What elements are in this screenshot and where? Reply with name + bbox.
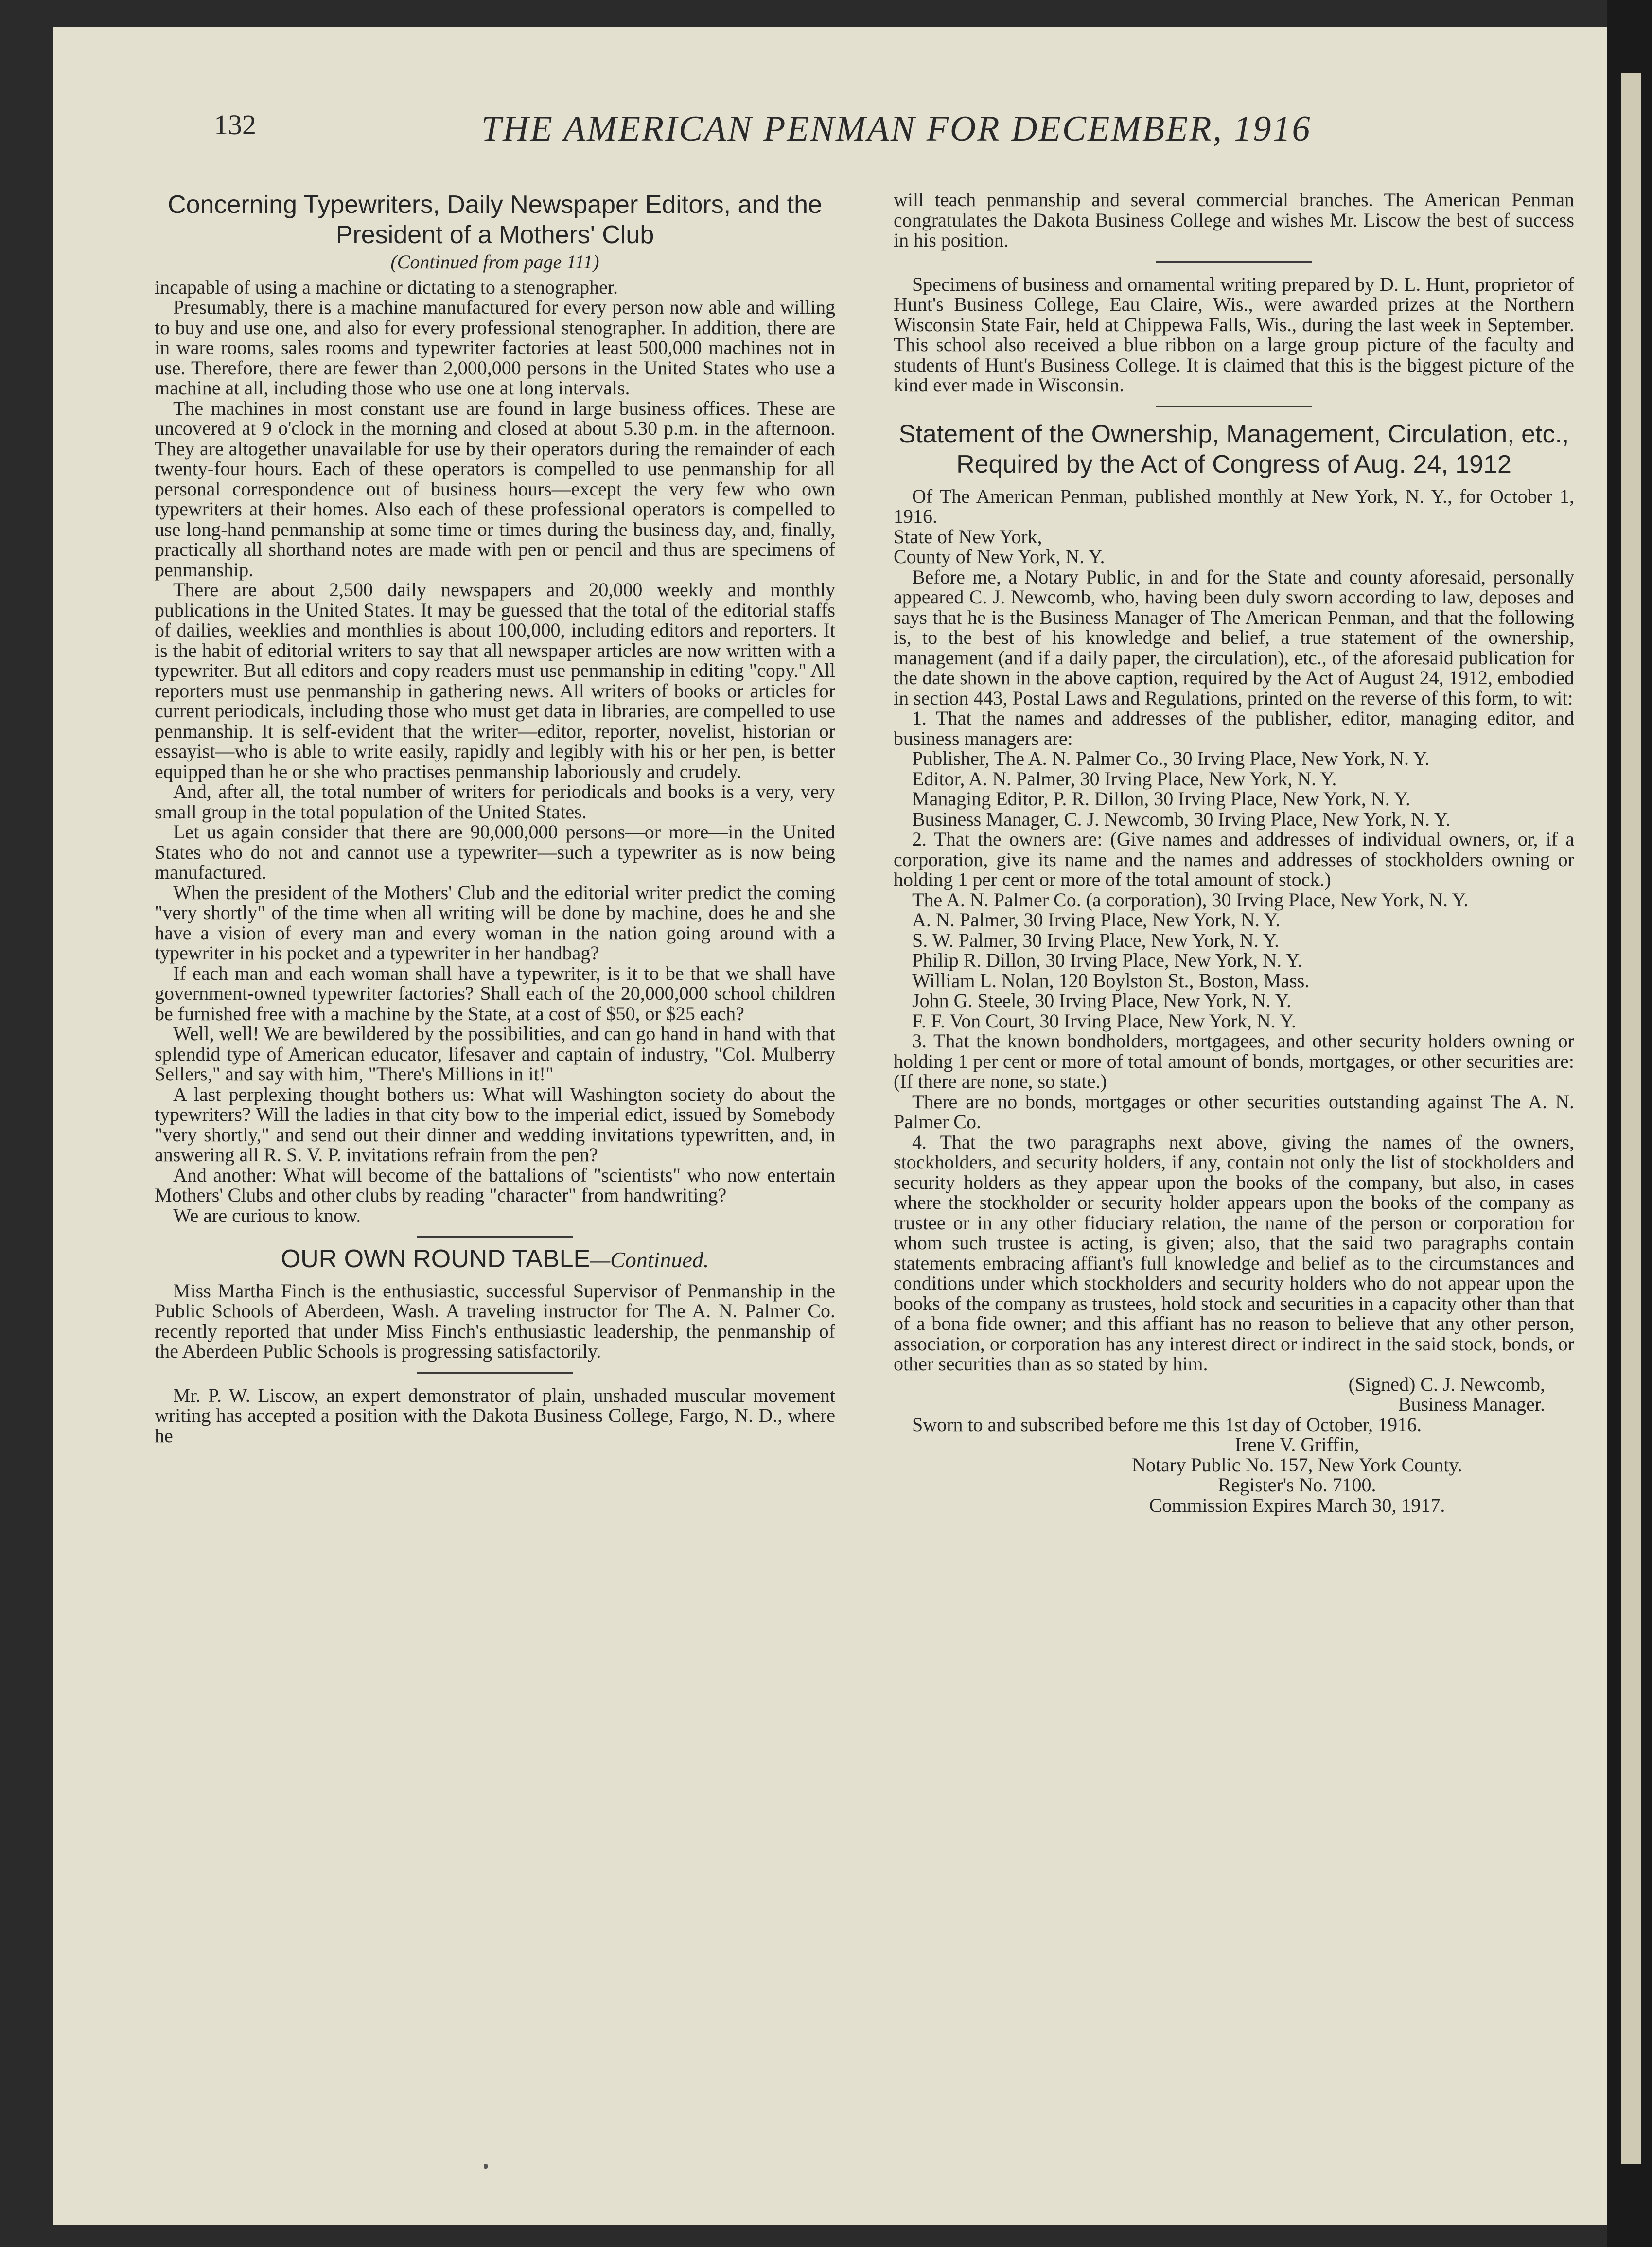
signature-title: Business Manager. <box>1398 1393 1545 1415</box>
statement-line: Philip R. Dillon, 30 Irving Place, New York, N. Y. <box>912 949 1302 971</box>
article-title: Concerning Typewriters, Daily Newspaper Editors, and the President of a Mothers' Club <box>168 191 822 249</box>
paragraph: Miss Martha Finch is the enthusiastic, successful Supervisor of Penmanship in the Public Schools of Aberdeen, Wash. A traveling instructor for The A. N. Palmer Co. recently reported that under Miss Finch's enthusiastic leadership, the penmanship of the Aberdeen Public Schools is progressing satisfactorily. <box>155 1279 835 1362</box>
statement-line: F. F. Von Court, 30 Irving Place, New York, N. Y. <box>912 1009 1296 1032</box>
statement-line: 3. That the known bondholders, mortgagees, and other security holders owning or holding 1 per cent or more of total amount of bonds, mortgages, or other securities are: (If there are none, so state.) <box>894 1030 1574 1092</box>
statement-line: S. W. Palmer, 30 Irving Place, New York, N. Y. <box>912 929 1280 951</box>
next-page-edge <box>1621 73 1641 2164</box>
statement-line: Managing Editor, P. R. Dillon, 30 Irving Place, New York, N. Y. <box>912 788 1411 810</box>
magazine-page <box>53 27 1607 2225</box>
print-speck <box>484 2164 488 2169</box>
statement-line: County of New York, N. Y. <box>894 546 1105 567</box>
statement-line: A. N. Palmer, 30 Irving Place, New York, N. Y. <box>912 909 1281 931</box>
statement-title: Statement of the Ownership, Management, Circulation, etc., Required by the Act of Congress of Aug. 24, 1912 <box>898 420 1569 478</box>
divider <box>1156 261 1312 263</box>
sworn-line: Sworn to and subscribed before me this 1st day of October, 1916. <box>912 1413 1422 1435</box>
statement-line: 2. That the owners are: (Give names and addresses of individual owners, or, if a corporation, give its name and the names and addresses of stockholders owning or holding 1 per cent or more of the total amount of stock.) <box>894 828 1574 890</box>
page-number: 132 <box>214 109 256 141</box>
divider <box>417 1236 573 1238</box>
statement-line: Publisher, The A. N. Palmer Co., 30 Irving Place, New York, N. Y. <box>912 747 1430 769</box>
paragraph: incapable of using a machine or dictating to a stenographer. <box>155 276 618 298</box>
paragraph: If each man and each woman shall have a typewriter, is it to be that we shall have government-owned typewriter factories? Shall each of the 20,000,000 school children be furnished free with a machine by the State, at a cost of $50, or $25 each? <box>155 962 835 1025</box>
paragraph: Well, well! We are bewildered by the possibilities, and can go hand in hand with that splendid type of American educator, lifesaver and captain of industry, "Col. Mulberry Sellers," and say with him, "There's Millions in it!" <box>155 1023 835 1085</box>
divider <box>417 1372 573 1374</box>
paragraph: We are curious to know. <box>173 1204 361 1226</box>
roundtable-heading <box>155 1245 835 1273</box>
statement-line: 4. That the two paragraphs next above, giving the names of the owners, stockholders, and security holders, if any, contain not only the list of stockholders and security holders as they appear upon the books of the company, but also, in cases where the stockholder or security holder appears upon the books of the company as trustee or in any other fiduciary relation, the name of the person or corporation for whom such trustee is acting, is given; also, that the said two paragraphs contain statements embracing affiant's full knowledge and belief as to the circumstances and conditions under which stockholders and security holders who do not appear upon the books of the company as trustees, hold stock and securities in a capacity other than that of a bona fide owner; and this affiant has no reason to believe that any other person, association, or corporation has any interest direct or indirect in the said stock, bonds, or other securities than as so stated by him. <box>894 1131 1574 1375</box>
notary-line: Notary Public No. 157, New York County. <box>1132 1453 1462 1476</box>
right-column <box>894 190 1574 1515</box>
paragraph: Mr. P. W. Liscow, an expert demonstrator of plain, unshaded muscular movement writing has accepted a position with the Dakota Business College, Fargo, N. D., where he <box>155 1384 835 1447</box>
paragraph: Presumably, there is a machine manufactured for every person now able and willing to buy and use one, and also for every professional stenographer. In addition, there are in ware rooms, sales rooms and typewriter factories at least 500,000 machines not in use. Therefore, there are fewer than 2,000,000 persons in the United States who use a machine at all, including those who use one at long intervals. <box>155 296 835 399</box>
page-header <box>53 104 1607 157</box>
left-column <box>155 190 835 1446</box>
statement-line: John G. Steele, 30 Irving Place, New York, N. Y. <box>912 990 1291 1011</box>
divider <box>1156 406 1312 407</box>
paragraph: When the president of the Mothers' Club and the editorial writer predict the coming "very shortly" of the time when all writing will be done by machine, does he and she have a vision of every man and every woman in the nation going around with a typewriter in his pocket and a typewriter in her handbag? <box>155 881 835 964</box>
notary-line: Commission Expires March 30, 1917. <box>1149 1494 1445 1516</box>
statement-line: William L. Nolan, 120 Boylston St., Boston, Mass. <box>912 969 1310 991</box>
statement-line: 1. That the names and addresses of the publisher, editor, managing editor, and business managers are: <box>894 707 1574 749</box>
paragraph: Let us again consider that there are 90,000,000 persons—or more—in the United States who do not and cannot use a typewriter—such a typewriter as is now being manufactured. <box>155 821 835 883</box>
statement-line: Of The American Penman, published monthly at New York, N. Y., for October 1, 1916. <box>894 485 1574 527</box>
notary-name: Irene V. Griffin, <box>1235 1433 1359 1455</box>
notary-line: Register's No. 7100. <box>1218 1474 1376 1496</box>
paragraph: A last perplexing thought bothers us: What will Washington society do about the typewriters? Will the ladies in that city bow to the imperial edict, issued by Somebody "very shortly," and send out their dinner and wedding invitations typewritten, and, in answering all R. S. V. P. invitations refrain from the pen? <box>155 1083 835 1166</box>
continued-note: (Continued from page 111) <box>390 251 599 273</box>
paragraph: And, after all, the total number of writers for periodicals and books is a very, very small group in the total population of the United States. <box>155 780 835 823</box>
statement-line: Business Manager, C. J. Newcomb, 30 Irving Place, New York, N. Y. <box>912 808 1451 830</box>
paragraph: And another: What will become of the battalions of "scientists" who now entertain Mothers' Clubs and other clubs by reading "character" from handwriting? <box>155 1164 835 1206</box>
paragraph: The machines in most constant use are found in large business offices. These are uncovered at 9 o'clock in the morning and closed at about 5.30 p.m. in the afternoon. They are altogether unavailable for use by their operators during the remainder of each twenty-four hours. Each of these operators is compelled to use penmanship for all personal correspondence out of business hours—except the very few who own typewriters at their homes. Also each of these professional operators is compelled to use long-hand penmanship at some time or times during the business day, and, finally, practically all shorthand notes are made with pen or pencil and thus are specimens of penmanship. <box>155 397 835 581</box>
statement-line: State of New York, <box>894 525 1042 548</box>
statement-line: Before me, a Notary Public, in and for the State and county aforesaid, personally appeared C. J. Newcomb, who, having been duly sworn according to law, deposes and says that he is the Business Manager of The American Penman, and that the following is, to the best of his knowledge and belief, a true statement of the ownership, management (and if a daily paper, the circulation), etc., of the aforesaid publication for the date shown in the above caption, required by the Act of August 24, 1912, embodied in section 443, Postal Laws and Regulations, printed on the reverse of this form, to wit: <box>894 566 1574 709</box>
statement-line: Editor, A. N. Palmer, 30 Irving Place, New York, N. Y. <box>912 767 1337 790</box>
statement-line: The A. N. Palmer Co. (a corporation), 30 Irving Place, New York, N. Y. <box>912 888 1469 911</box>
running-title: THE AMERICAN PENMAN FOR DECEMBER, 1916 <box>481 109 1312 149</box>
roundtable-continued: —Continued. <box>590 1247 709 1272</box>
statement-line: There are no bonds, mortgages or other securities outstanding against The A. N. Palmer Co. <box>894 1090 1574 1132</box>
paragraph: will teach penmanship and several commercial branches. The American Penman congratulates the Dakota Business College and wishes Mr. Liscow the best of success in his position. <box>894 189 1574 251</box>
roundtable-title: OUR OWN ROUND TABLE <box>281 1245 591 1273</box>
paragraph: Specimens of business and ornamental writing prepared by D. L. Hunt, proprietor of Hunt's Business College, Eau Claire, Wis., were awarded prizes at the Northern Wisconsin State Fair, held at Chippewa Falls, Wis., during the last week in September. This school also received a blue ribbon on a large group picture of the faculty and students of Hunt's Business College. It is claimed that this is the biggest picture of the kind ever made in Wisconsin. <box>894 273 1574 396</box>
signature-line: (Signed) C. J. Newcomb, <box>1348 1373 1545 1395</box>
paragraph: There are about 2,500 daily newspapers and 20,000 weekly and monthly publications in the United States. It may be guessed that the total of the editorial staffs of dailies, weeklies and monthlies is about 100,000, including editors and reporters. It is the habit of editorial writers to say that all newspaper articles are now written with a typewriter. But all editors and copy readers must use penmanship in editing "copy." All reporters must use penmanship in gathering news. All writers of books or articles for current periodicals, including those who must get data in libraries, are compelled to use penmanship. It is self-evident that the writer—editor, reporter, novelist, historian or essayist—who is able to write easily, rapidly and legibly with his or her pen, is better equipped than he or she who practises penmanship laboriously and crudely. <box>155 579 835 782</box>
